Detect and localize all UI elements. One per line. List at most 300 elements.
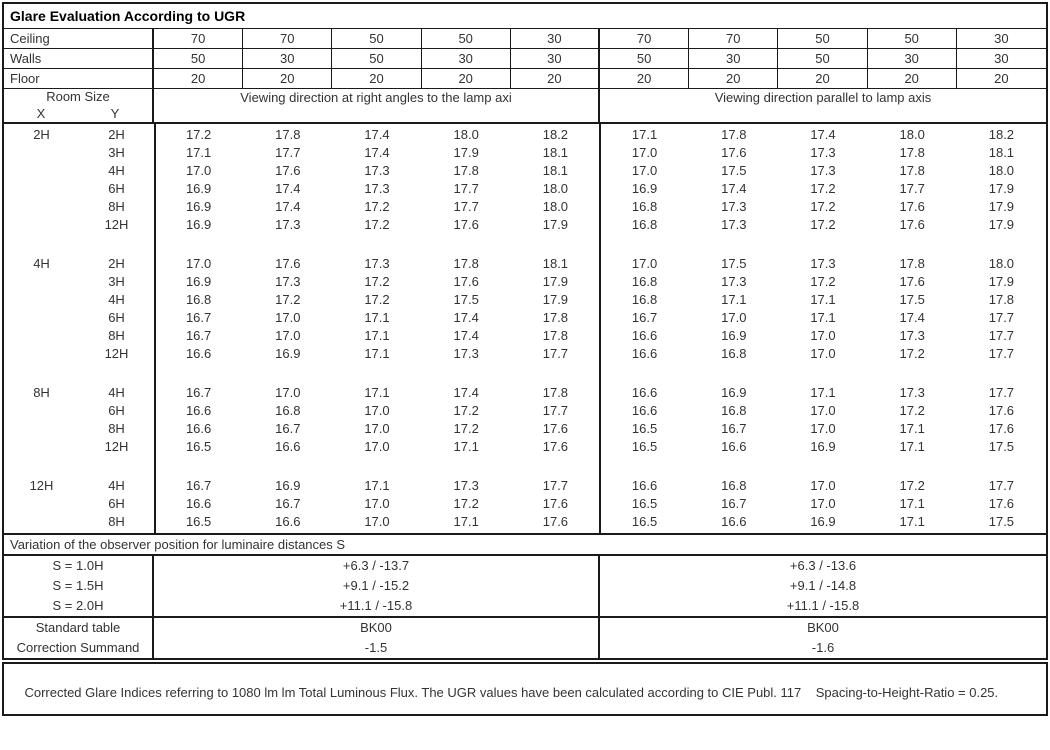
- ugr-row: [4, 327, 1046, 345]
- ugr-value-parallel: 18.1: [988, 145, 1015, 160]
- variation-row-parallel-value: +9.1 / -14.8: [789, 578, 857, 593]
- ugr-value-parallel: 17.3: [899, 385, 925, 400]
- ugr-value-crosswise: 16.7: [185, 310, 212, 325]
- ugr-row: [4, 126, 1046, 144]
- room-x-value: [4, 513, 79, 531]
- ugr-value-parallel: 17.0: [810, 421, 836, 436]
- ugr-value-crosswise: 18.0: [453, 127, 479, 142]
- reflectance-label: Floor: [4, 69, 154, 88]
- ugr-value-crosswise: 17.6: [542, 439, 569, 454]
- matrix-center-divider: [599, 124, 601, 533]
- room-y-value: 6H: [108, 403, 125, 418]
- ugr-value-parallel: 17.0: [810, 328, 836, 343]
- room-y-value: 8H: [108, 328, 125, 343]
- ugr-value-parallel: 16.8: [631, 274, 658, 289]
- ugr-value-crosswise: 17.5: [453, 292, 479, 307]
- ugr-value-crosswise: 17.0: [185, 256, 212, 271]
- ugr-value-crosswise: 17.4: [364, 127, 390, 142]
- ugr-value-parallel: 17.8: [899, 145, 925, 160]
- reflectance-value: 20: [994, 71, 1009, 86]
- ugr-value-parallel: 17.0: [810, 403, 836, 418]
- ugr-value-crosswise: 17.1: [364, 328, 390, 343]
- ugr-value-crosswise: 16.8: [185, 292, 212, 307]
- reflectance-value: 20: [511, 69, 600, 88]
- summary-row-label: Correction Summand: [4, 638, 154, 658]
- ugr-value-crosswise: 16.7: [185, 328, 212, 343]
- ugr-value-parallel: 16.6: [721, 514, 747, 529]
- footer-text: Corrected Glare Indices referring to 1080 lm lm Total Luminous Flux. The UGR values have been calculated according to CIE Publ. 117 Spacing-to-Height-Ratio = 0.25.: [24, 685, 999, 700]
- ugr-value-crosswise: 17.7: [542, 478, 569, 493]
- room-x-value: 12H: [29, 478, 54, 493]
- ugr-value-parallel: 16.8: [631, 292, 658, 307]
- ugr-value-parallel: 17.9: [988, 181, 1015, 196]
- variation-row: [4, 556, 1046, 576]
- summary-section: [4, 618, 1046, 658]
- ugr-value-parallel: 16.5: [631, 496, 658, 511]
- summary-row-label: Standard table: [4, 618, 154, 638]
- ugr-value-parallel: 17.1: [899, 421, 925, 436]
- ugr-value-crosswise: 16.9: [185, 274, 212, 289]
- ugr-row: [4, 438, 1046, 456]
- ugr-value-crosswise: 17.2: [453, 421, 479, 436]
- ugr-value-crosswise: 18.0: [542, 199, 569, 214]
- matrix-left-divider: [154, 124, 156, 533]
- ugr-value-crosswise: 16.5: [185, 514, 212, 529]
- ugr-value-crosswise: 17.9: [542, 274, 569, 289]
- ugr-value-parallel: 16.8: [631, 199, 658, 214]
- ugr-row: [4, 180, 1046, 198]
- block-gap: [4, 234, 1046, 255]
- ugr-value-parallel: 17.2: [810, 181, 836, 196]
- ugr-value-parallel: 16.9: [631, 181, 658, 196]
- room-x-value: [4, 216, 79, 234]
- room-x-value: [4, 198, 79, 216]
- ugr-value-parallel: 17.7: [899, 181, 925, 196]
- ugr-row: [4, 513, 1046, 531]
- ugr-value-crosswise: 17.0: [364, 403, 390, 418]
- ugr-value-crosswise: 16.6: [185, 346, 212, 361]
- room-x-value: 2H: [33, 127, 50, 142]
- ugr-value-crosswise: 17.8: [542, 328, 569, 343]
- ugr-value-crosswise: 17.7: [275, 145, 301, 160]
- summary-row-parallel-value: BK00: [807, 620, 839, 635]
- ugr-value-parallel: 16.8: [631, 217, 658, 232]
- reflectance-value: 20: [778, 69, 867, 88]
- ugr-row: [4, 273, 1046, 291]
- ugr-value-parallel: 17.7: [988, 310, 1015, 325]
- ugr-value-parallel: 16.6: [631, 403, 658, 418]
- summary-row-parallel-value: -1.6: [811, 640, 835, 655]
- room-x-value: [4, 402, 79, 420]
- matrix-header: [4, 89, 1046, 124]
- ugr-value-parallel: 17.0: [810, 346, 836, 361]
- ugr-value-parallel: 17.3: [899, 328, 925, 343]
- room-x-value: 4H: [33, 256, 50, 271]
- ugr-value-parallel: 16.8: [721, 403, 747, 418]
- reflectance-row: [4, 69, 1046, 89]
- variation-row: [4, 596, 1046, 616]
- ugr-row: [4, 198, 1046, 216]
- ugr-value-crosswise: 17.1: [364, 346, 390, 361]
- table-title: Glare Evaluation According to UGR: [4, 4, 1046, 29]
- reflectance-label: Ceiling: [4, 29, 154, 48]
- ugr-value-crosswise: 17.4: [453, 385, 479, 400]
- room-y-value: 6H: [108, 496, 125, 511]
- room-y-value: 12H: [104, 439, 129, 454]
- ugr-value-parallel: 17.5: [721, 256, 747, 271]
- reflectance-value: 50: [778, 29, 867, 48]
- ugr-value-crosswise: 16.9: [185, 217, 212, 232]
- ugr-row: [4, 384, 1046, 402]
- ugr-value-crosswise: 17.3: [364, 181, 390, 196]
- ugr-value-parallel: 17.7: [988, 346, 1015, 361]
- ugr-value-parallel: 17.7: [988, 328, 1015, 343]
- room-y-value: 2H: [108, 127, 125, 142]
- ugr-value-parallel: 17.0: [631, 163, 658, 178]
- ugr-value-parallel: 16.5: [631, 514, 658, 529]
- ugr-row: [4, 495, 1046, 513]
- room-y-value: 3H: [108, 274, 125, 289]
- ugr-value-crosswise: 17.6: [542, 514, 569, 529]
- ugr-value-crosswise: 17.2: [364, 274, 390, 289]
- block-gap: [4, 456, 1046, 477]
- ugr-value-parallel: 16.7: [721, 496, 747, 511]
- ugr-value-parallel: 16.9: [810, 439, 836, 454]
- variation-row-crosswise-value: +9.1 / -15.2: [154, 576, 600, 596]
- ugr-value-crosswise: 17.7: [453, 181, 479, 196]
- ugr-row: [4, 309, 1046, 327]
- ugr-value-crosswise: 16.7: [275, 496, 301, 511]
- ugr-value-crosswise: 17.0: [275, 310, 301, 325]
- ugr-value-crosswise: 18.1: [542, 256, 569, 271]
- reflectance-value: 20: [868, 69, 957, 88]
- ugr-value-matrix: [4, 124, 1046, 535]
- reflectance-value: 30: [422, 49, 511, 68]
- ugr-table: [2, 2, 1048, 660]
- ugr-value-parallel: 16.8: [721, 346, 747, 361]
- ugr-value-crosswise: 17.6: [453, 274, 479, 289]
- ugr-value-parallel: 16.7: [631, 310, 658, 325]
- ugr-value-parallel: 17.2: [899, 403, 925, 418]
- ugr-value-parallel: 17.0: [721, 310, 747, 325]
- ugr-value-parallel: 17.4: [810, 127, 836, 142]
- ugr-value-parallel: 17.0: [810, 478, 836, 493]
- ugr-value-crosswise: 17.3: [364, 256, 390, 271]
- reflectance-value: 20: [243, 69, 332, 88]
- ugr-value-crosswise: 16.9: [185, 181, 212, 196]
- ugr-value-crosswise: 17.0: [364, 439, 390, 454]
- ugr-value-parallel: 17.2: [810, 274, 836, 289]
- ugr-value-crosswise: 17.6: [275, 163, 301, 178]
- reflectance-value: 70: [154, 29, 243, 48]
- ugr-value-crosswise: 17.8: [542, 310, 569, 325]
- ugr-value-crosswise: 17.6: [275, 256, 301, 271]
- reflectance-label: Walls: [4, 49, 154, 68]
- room-y-value: 4H: [108, 385, 125, 400]
- ugr-value-parallel: 18.0: [899, 127, 925, 142]
- room-y-value: 6H: [108, 310, 125, 325]
- ugr-value-parallel: 17.0: [631, 145, 658, 160]
- reflectance-value: 70: [243, 29, 332, 48]
- ugr-value-parallel: 17.5: [988, 439, 1015, 454]
- ugr-value-crosswise: 18.0: [542, 181, 569, 196]
- summary-row: [4, 618, 1046, 638]
- ugr-value-crosswise: 17.9: [453, 145, 479, 160]
- ugr-value-parallel: 17.4: [721, 181, 747, 196]
- ugr-value-parallel: 17.8: [721, 127, 747, 142]
- ugr-value-parallel: 17.6: [721, 145, 747, 160]
- ugr-value-crosswise: 17.6: [542, 421, 569, 436]
- summary-row: [4, 638, 1046, 658]
- ugr-value-crosswise: 17.2: [364, 217, 390, 232]
- reflectance-value: 30: [994, 31, 1009, 46]
- ugr-value-crosswise: 17.4: [364, 145, 390, 160]
- ugr-value-parallel: 17.8: [899, 256, 925, 271]
- room-size-label: Room Size: [46, 89, 110, 104]
- ugr-row: [4, 477, 1046, 495]
- room-y-value: 2H: [108, 256, 125, 271]
- room-x-value: [4, 495, 79, 513]
- room-x-value: [4, 438, 79, 456]
- ugr-value-parallel: 16.6: [631, 328, 658, 343]
- ugr-value-crosswise: 17.1: [364, 310, 390, 325]
- summary-row-crosswise-value: BK00: [154, 618, 600, 638]
- ugr-value-crosswise: 17.0: [275, 328, 301, 343]
- room-x-value: [4, 420, 79, 438]
- ugr-value-crosswise: 17.2: [453, 403, 479, 418]
- ugr-value-parallel: 17.6: [899, 274, 925, 289]
- room-y-value: 8H: [108, 199, 125, 214]
- ugr-value-crosswise: 16.9: [185, 199, 212, 214]
- ugr-value-parallel: 17.6: [899, 217, 925, 232]
- ugr-value-crosswise: 17.2: [364, 292, 390, 307]
- ugr-value-parallel: 17.9: [988, 199, 1015, 214]
- ugr-value-parallel: 17.1: [810, 310, 836, 325]
- ugr-value-parallel: 17.5: [988, 514, 1015, 529]
- ugr-value-parallel: 16.9: [810, 514, 836, 529]
- ugr-value-crosswise: 17.2: [453, 496, 479, 511]
- reflectance-value: 30: [243, 49, 332, 68]
- room-y-value: 8H: [108, 514, 125, 529]
- ugr-value-crosswise: 17.3: [275, 217, 301, 232]
- ugr-value-crosswise: 17.7: [453, 199, 479, 214]
- ugr-value-parallel: 16.5: [631, 439, 658, 454]
- ugr-value-crosswise: 18.1: [542, 163, 569, 178]
- ugr-value-parallel: 17.3: [721, 274, 747, 289]
- room-x-value: [4, 327, 79, 345]
- ugr-value-crosswise: 17.1: [185, 145, 212, 160]
- ugr-value-crosswise: 17.8: [453, 163, 479, 178]
- ugr-value-parallel: 17.2: [810, 199, 836, 214]
- room-y-value: 4H: [108, 292, 125, 307]
- ugr-value-parallel: 17.1: [631, 127, 658, 142]
- crosswise-direction-header: Viewing direction at right angles to the lamp axi: [154, 89, 600, 122]
- summary-row-crosswise-value: -1.5: [154, 638, 600, 658]
- reflectance-value: 20: [154, 69, 243, 88]
- ugr-value-crosswise: 17.1: [364, 385, 390, 400]
- ugr-value-parallel: 17.6: [988, 496, 1015, 511]
- ugr-value-crosswise: 16.8: [275, 403, 301, 418]
- parallel-direction-header: Viewing direction parallel to lamp axis: [714, 90, 932, 105]
- ugr-value-parallel: 16.6: [631, 478, 658, 493]
- room-x-value: [4, 309, 79, 327]
- reflectance-value: 30: [689, 49, 778, 68]
- room-x-value: [4, 180, 79, 198]
- ugr-value-parallel: 17.8: [988, 292, 1015, 307]
- ugr-value-parallel: 17.1: [899, 496, 925, 511]
- reflectance-value: 30: [994, 51, 1009, 66]
- ugr-value-parallel: 17.3: [810, 256, 836, 271]
- room-y-value: 8H: [108, 421, 125, 436]
- ugr-row: [4, 144, 1046, 162]
- reflectance-value: 30: [511, 29, 600, 48]
- ugr-value-parallel: 17.9: [988, 217, 1015, 232]
- reflectance-value: 20: [332, 69, 421, 88]
- ugr-value-crosswise: 16.6: [185, 403, 212, 418]
- ugr-value-parallel: 17.6: [988, 421, 1015, 436]
- reflectance-value: 50: [332, 49, 421, 68]
- y-column-label: Y: [110, 106, 120, 121]
- ugr-value-crosswise: 17.3: [453, 346, 479, 361]
- ugr-value-parallel: 17.6: [988, 403, 1015, 418]
- ugr-value-crosswise: 16.6: [185, 421, 212, 436]
- ugr-value-crosswise: 16.7: [275, 421, 301, 436]
- ugr-row: [4, 402, 1046, 420]
- reflectance-value: 20: [600, 69, 689, 88]
- ugr-value-parallel: 16.8: [721, 478, 747, 493]
- ugr-row: [4, 255, 1046, 273]
- ugr-value-parallel: 17.7: [988, 385, 1015, 400]
- ugr-value-parallel: 17.1: [899, 514, 925, 529]
- ugr-value-crosswise: 17.0: [364, 421, 390, 436]
- ugr-value-parallel: 17.0: [631, 256, 658, 271]
- variation-row: [4, 576, 1046, 596]
- ugr-value-parallel: 17.2: [899, 346, 925, 361]
- variation-section: [4, 556, 1046, 618]
- ugr-value-crosswise: 17.1: [453, 439, 479, 454]
- ugr-value-crosswise: 17.4: [275, 199, 301, 214]
- reflectance-value: 20: [689, 69, 778, 88]
- reflectance-value: 70: [600, 29, 689, 48]
- ugr-value-parallel: 16.6: [631, 346, 658, 361]
- ugr-value-parallel: 18.2: [988, 127, 1015, 142]
- block-gap: [4, 363, 1046, 384]
- reflectance-value: 50: [778, 49, 867, 68]
- ugr-value-crosswise: 16.9: [275, 478, 301, 493]
- ugr-value-crosswise: 17.0: [364, 514, 390, 529]
- ugr-value-crosswise: 17.3: [453, 478, 479, 493]
- ugr-value-parallel: 17.1: [810, 385, 836, 400]
- ugr-value-crosswise: 16.9: [275, 346, 301, 361]
- reflectance-value: 50: [422, 29, 511, 48]
- ugr-value-crosswise: 17.7: [542, 346, 569, 361]
- ugr-value-crosswise: 17.9: [542, 292, 569, 307]
- ugr-value-crosswise: 17.4: [453, 328, 479, 343]
- room-y-value: 6H: [108, 181, 125, 196]
- ugr-value-crosswise: 16.6: [275, 439, 301, 454]
- ugr-value-crosswise: 17.6: [542, 496, 569, 511]
- ugr-value-crosswise: 16.7: [185, 385, 212, 400]
- variation-row-crosswise-value: +6.3 / -13.7: [154, 556, 600, 576]
- ugr-value-parallel: 17.3: [721, 199, 747, 214]
- ugr-value-parallel: 17.2: [899, 478, 925, 493]
- ugr-value-parallel: 17.9: [988, 274, 1015, 289]
- ugr-value-parallel: 17.0: [810, 496, 836, 511]
- ugr-value-crosswise: 18.1: [542, 145, 569, 160]
- ugr-row: [4, 291, 1046, 309]
- ugr-value-parallel: 17.7: [988, 478, 1015, 493]
- ugr-row: [4, 420, 1046, 438]
- ugr-value-crosswise: 17.0: [275, 385, 301, 400]
- room-y-value: 12H: [104, 346, 129, 361]
- variation-row-parallel-value: +6.3 / -13.6: [789, 558, 857, 573]
- reflectance-value: 50: [154, 49, 243, 68]
- ugr-value-parallel: 17.3: [810, 163, 836, 178]
- room-y-value: 4H: [108, 163, 125, 178]
- xy-labels: [4, 105, 152, 122]
- ugr-value-parallel: 17.2: [810, 217, 836, 232]
- ugr-value-parallel: 17.5: [721, 163, 747, 178]
- ugr-row: [4, 216, 1046, 234]
- ugr-value-crosswise: 17.1: [364, 478, 390, 493]
- ugr-value-crosswise: 16.6: [185, 496, 212, 511]
- reflectance-row: [4, 29, 1046, 49]
- ugr-value-parallel: 16.9: [721, 328, 747, 343]
- room-x-value: 8H: [33, 385, 50, 400]
- reflectance-value: 70: [689, 29, 778, 48]
- ugr-value-parallel: 17.3: [721, 217, 747, 232]
- ugr-value-crosswise: 17.2: [275, 292, 301, 307]
- ugr-value-crosswise: 17.7: [542, 403, 569, 418]
- ugr-value-parallel: 17.5: [899, 292, 925, 307]
- reflectance-value: 50: [332, 29, 421, 48]
- ugr-value-crosswise: 18.2: [542, 127, 569, 142]
- room-x-value: [4, 345, 79, 363]
- ugr-value-parallel: 16.7: [721, 421, 747, 436]
- ugr-value-crosswise: 16.6: [275, 514, 301, 529]
- room-y-value: 12H: [104, 217, 129, 232]
- ugr-value-parallel: 17.3: [810, 145, 836, 160]
- ugr-value-parallel: 17.4: [899, 310, 925, 325]
- footer-note: [2, 662, 1048, 716]
- ugr-value-crosswise: 17.8: [453, 256, 479, 271]
- reflectance-value: 30: [868, 49, 957, 68]
- ugr-value-parallel: 16.9: [721, 385, 747, 400]
- ugr-value-parallel: 17.6: [899, 199, 925, 214]
- ugr-value-parallel: 17.8: [899, 163, 925, 178]
- reflectance-value: 20: [422, 69, 511, 88]
- ugr-value-crosswise: 17.2: [185, 127, 212, 142]
- ugr-value-parallel: 17.1: [899, 439, 925, 454]
- ugr-value-crosswise: 17.1: [453, 514, 479, 529]
- reflectance-value: 50: [600, 49, 689, 68]
- room-y-value: 3H: [108, 145, 125, 160]
- ugr-value-parallel: 16.6: [631, 385, 658, 400]
- ugr-row: [4, 162, 1046, 180]
- variation-row-crosswise-value: +11.1 / -15.8: [154, 596, 600, 616]
- ugr-value-parallel: 17.1: [810, 292, 836, 307]
- ugr-value-parallel: 16.6: [721, 439, 747, 454]
- surface-reflectance-section: [4, 29, 1046, 89]
- ugr-value-crosswise: 17.0: [185, 163, 212, 178]
- variation-row-label: S = 1.0H: [4, 556, 154, 576]
- ugr-value-crosswise: 17.8: [542, 385, 569, 400]
- ugr-value-crosswise: 16.5: [185, 439, 212, 454]
- ugr-row: [4, 345, 1046, 363]
- room-x-value: [4, 162, 79, 180]
- ugr-value-crosswise: 17.6: [453, 217, 479, 232]
- ugr-value-crosswise: 17.2: [364, 199, 390, 214]
